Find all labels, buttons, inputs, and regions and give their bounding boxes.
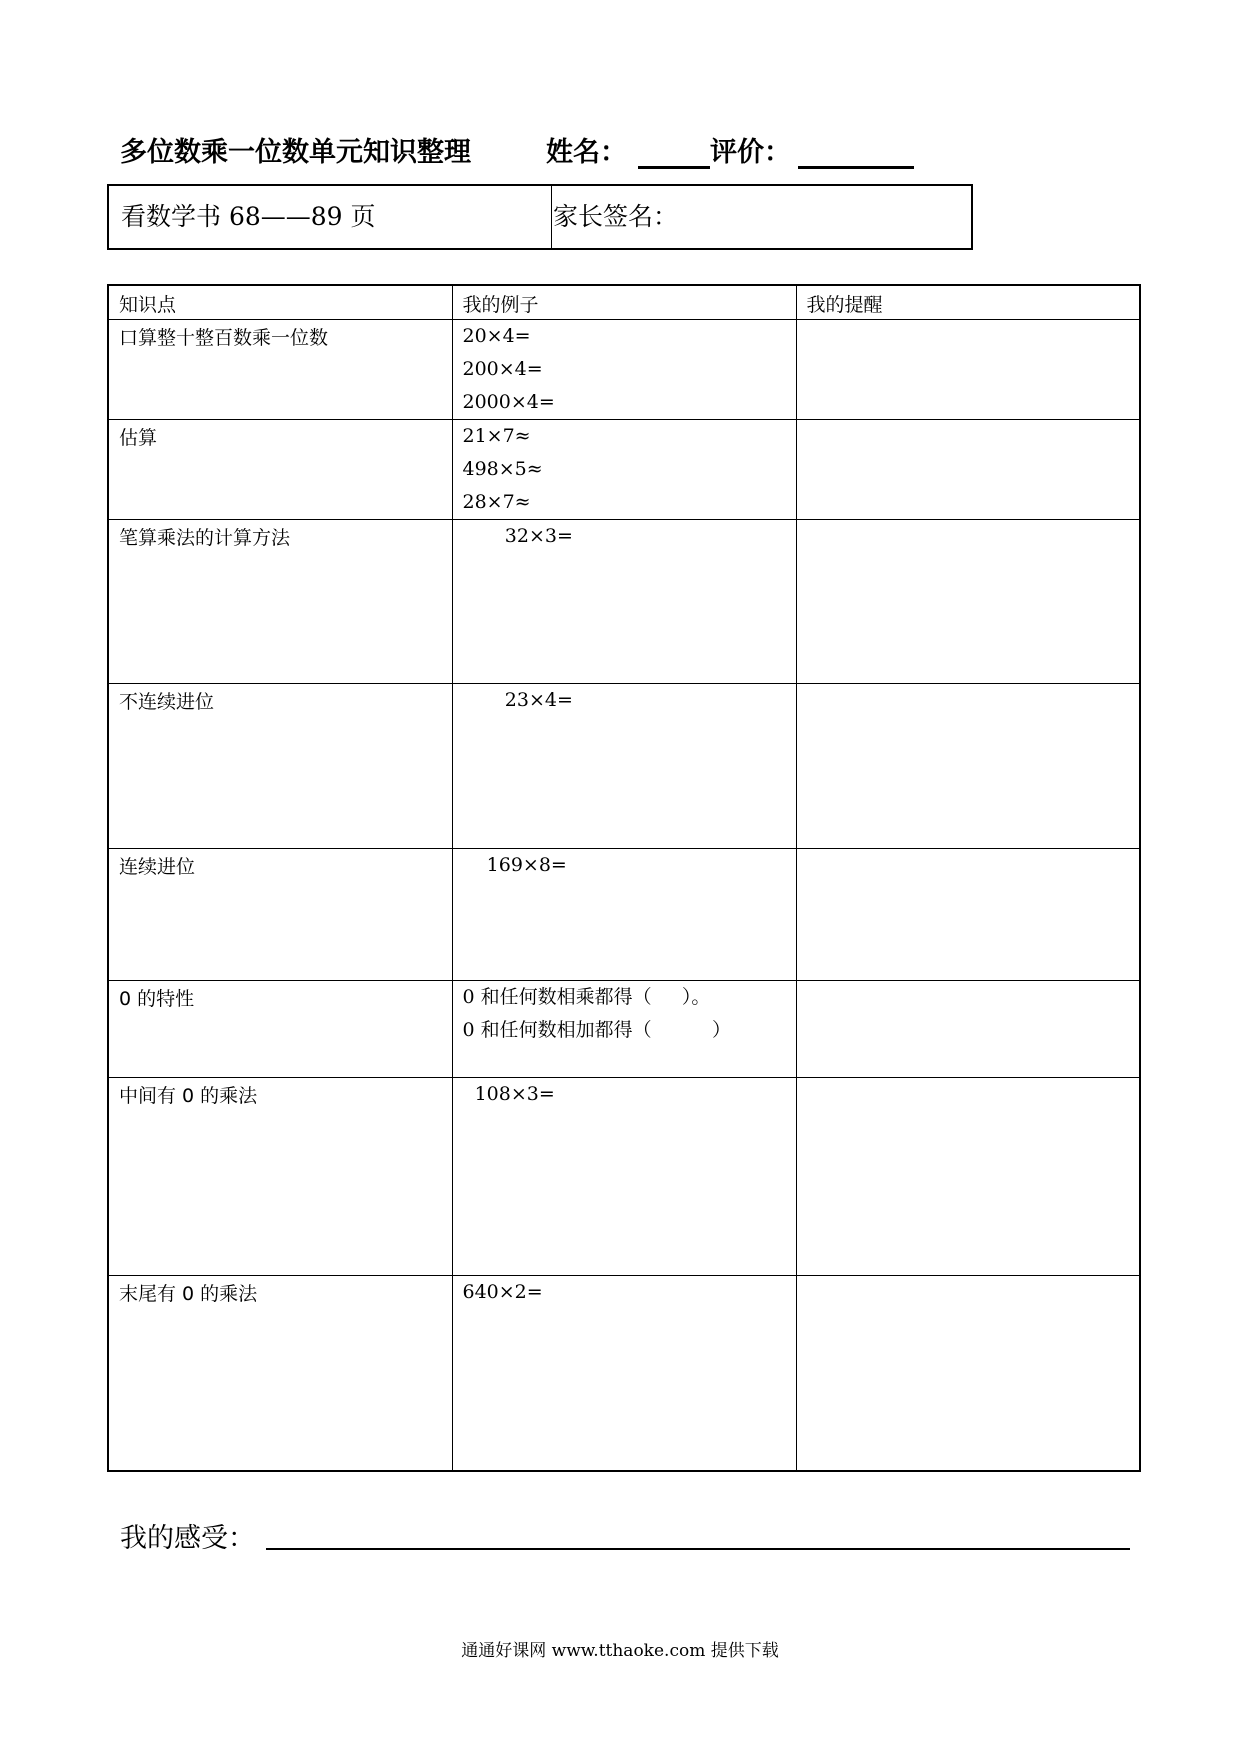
textbook-pages: 看数学书 68——89 页 [109, 186, 552, 248]
reminder-cell[interactable] [796, 980, 1140, 1077]
example-line: 169×8= [462, 853, 567, 876]
example-cell[interactable] [452, 980, 796, 1077]
table-row [108, 980, 1140, 1077]
footer-credit: 通通好课网 www.tthaoke.com 提供下载 [461, 1641, 779, 1661]
topic-cell: 笔算乘法的计算方法 [108, 519, 452, 683]
example-line: 640×2= [462, 1280, 543, 1303]
header-my-examples: 我的例子 [452, 285, 796, 319]
example-line: 0 和任何数相加都得（ ） [462, 1018, 732, 1041]
topic-cell: 估算 [108, 419, 452, 519]
example-line: 21×7≈ [462, 424, 531, 447]
evaluation-blank[interactable] [798, 166, 914, 169]
table-row [108, 419, 1140, 519]
table-row [108, 848, 1140, 980]
example-line: 0 和任何数相乘都得（ ）。 [462, 985, 711, 1008]
table-row [108, 519, 1140, 683]
example-line: 498×5≈ [462, 457, 543, 480]
info-box [107, 184, 973, 250]
reminder-cell[interactable] [796, 683, 1140, 848]
table-header-row [108, 285, 1140, 319]
name-label: 姓名： [546, 137, 627, 168]
table-row [108, 319, 1140, 419]
example-cell[interactable] [452, 519, 796, 683]
reminder-cell[interactable] [796, 1275, 1140, 1471]
knowledge-table [107, 284, 1141, 1472]
header-my-reminders: 我的提醒 [796, 285, 1140, 319]
example-cell[interactable] [452, 683, 796, 848]
table-row [108, 1275, 1140, 1471]
example-cell[interactable] [452, 1077, 796, 1275]
reminder-cell[interactable] [796, 1077, 1140, 1275]
evaluation-label: 评价： [710, 137, 791, 168]
topic-cell: 不连续进位 [108, 683, 452, 848]
reminder-cell[interactable] [796, 519, 1140, 683]
example-line: 28×7≈ [462, 490, 531, 513]
reminder-cell[interactable] [796, 848, 1140, 980]
topic-cell: 中间有 0 的乘法 [108, 1077, 452, 1275]
topic-cell: 口算整十整百数乘一位数 [108, 319, 452, 419]
feeling-blank[interactable] [266, 1548, 1130, 1550]
example-line: 20×4= [462, 324, 531, 347]
name-blank[interactable] [638, 166, 710, 169]
example-line: 32×3= [462, 524, 573, 547]
topic-cell: 连续进位 [108, 848, 452, 980]
page-title: 多位数乘一位数单元知识整理 [120, 137, 471, 168]
table-row [108, 1077, 1140, 1275]
example-line: 23×4= [462, 688, 573, 711]
example-cell[interactable] [452, 419, 796, 519]
example-line: 108×3= [462, 1082, 555, 1105]
example-line: 2000×4= [462, 390, 555, 413]
example-line: 200×4= [462, 357, 543, 380]
reminder-cell[interactable] [796, 419, 1140, 519]
example-cell[interactable] [452, 848, 796, 980]
topic-cell: 末尾有 0 的乘法 [108, 1275, 452, 1471]
header [120, 128, 1120, 178]
example-cell[interactable] [452, 1275, 796, 1471]
feeling-label: 我的感受： [120, 1523, 255, 1554]
parent-signature-field[interactable]: 家长签名： [553, 202, 679, 231]
reminder-cell[interactable] [796, 319, 1140, 419]
header-knowledge-point: 知识点 [108, 285, 452, 319]
table-row [108, 683, 1140, 848]
example-cell[interactable] [452, 319, 796, 419]
topic-cell: 0 的特性 [108, 980, 452, 1077]
